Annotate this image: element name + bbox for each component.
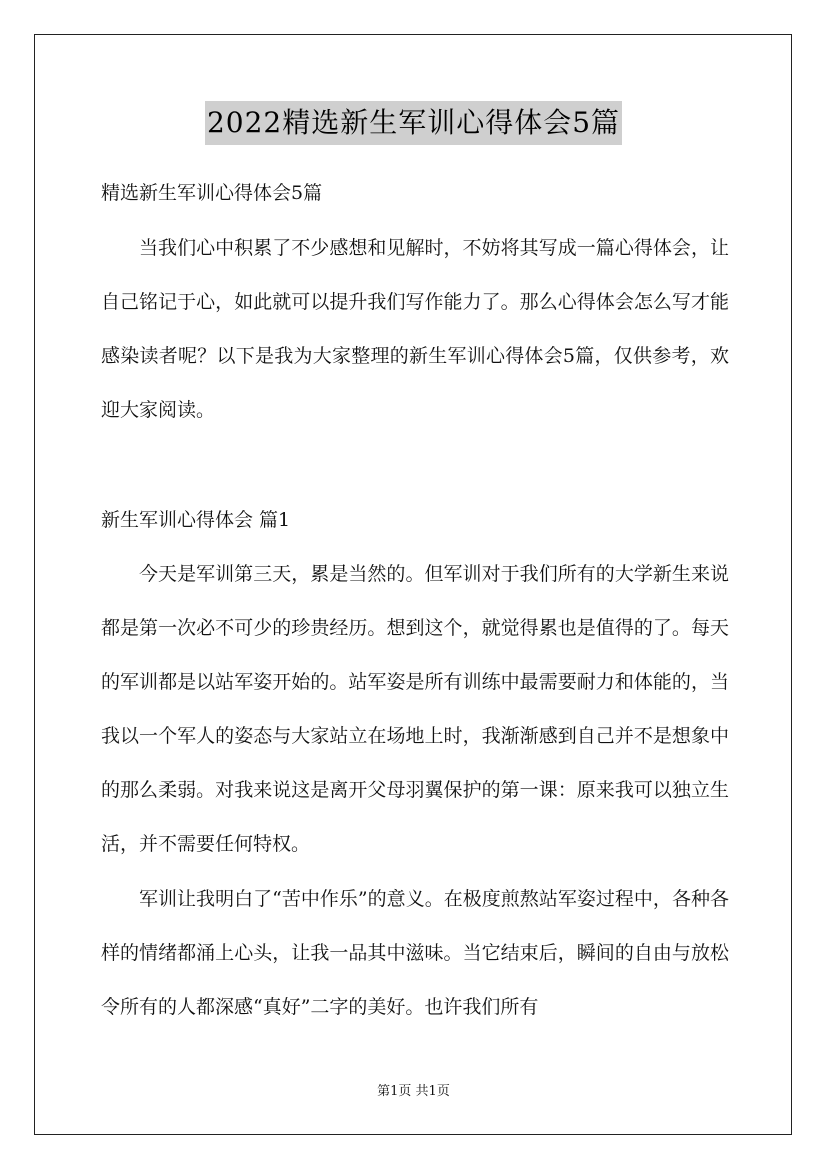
document-title: 2022精选新生军训心得体会5篇	[205, 101, 622, 145]
body-paragraph-2: 军训让我明白了“苦中作乐”的意义。在极度煎熬站军姿过程中，各种各样的情绪都涌上心头，让我一品其中滋味。当它结束后，瞬间的自由与放松令所有的人都深感“真好”二字的美好。也许我们所有	[101, 888, 729, 1018]
intro-paragraph: 当我们心中积累了不少感想和见解时，不妨将其写成一篇心得体会，让自己铭记于心，如此就可以提升我们写作能力了。那么心得体会怎么写才能感染读者呢？以下是我为大家整理的新生军训心得体会5篇，仅供参考，欢迎大家阅读。	[101, 237, 729, 421]
body-paragraph-1: 今天是军训第三天，累是当然的。但军训对于我们所有的大学新生来说都是第一次必不可少的珍贵经历。想到这个，就觉得累也是值得的了。每天的军训都是以站军姿开始的。站军姿是所有训练中最需要耐力和体能的，当我以一个军人的姿态与大家站立在场地上时，我渐渐感到自己并不是想象中的那么柔弱。对我来说这是离开父母羽翼保护的第一课：原来我可以独立生活，并不需要任何特权。	[101, 563, 729, 855]
title-wrapper	[0, 101, 827, 145]
section-heading: 新生军训心得体会 篇1	[101, 509, 291, 531]
document-subtitle: 精选新生军训心得体会5篇	[101, 182, 323, 204]
page-footer: 第1页 共1页	[377, 1084, 450, 1099]
